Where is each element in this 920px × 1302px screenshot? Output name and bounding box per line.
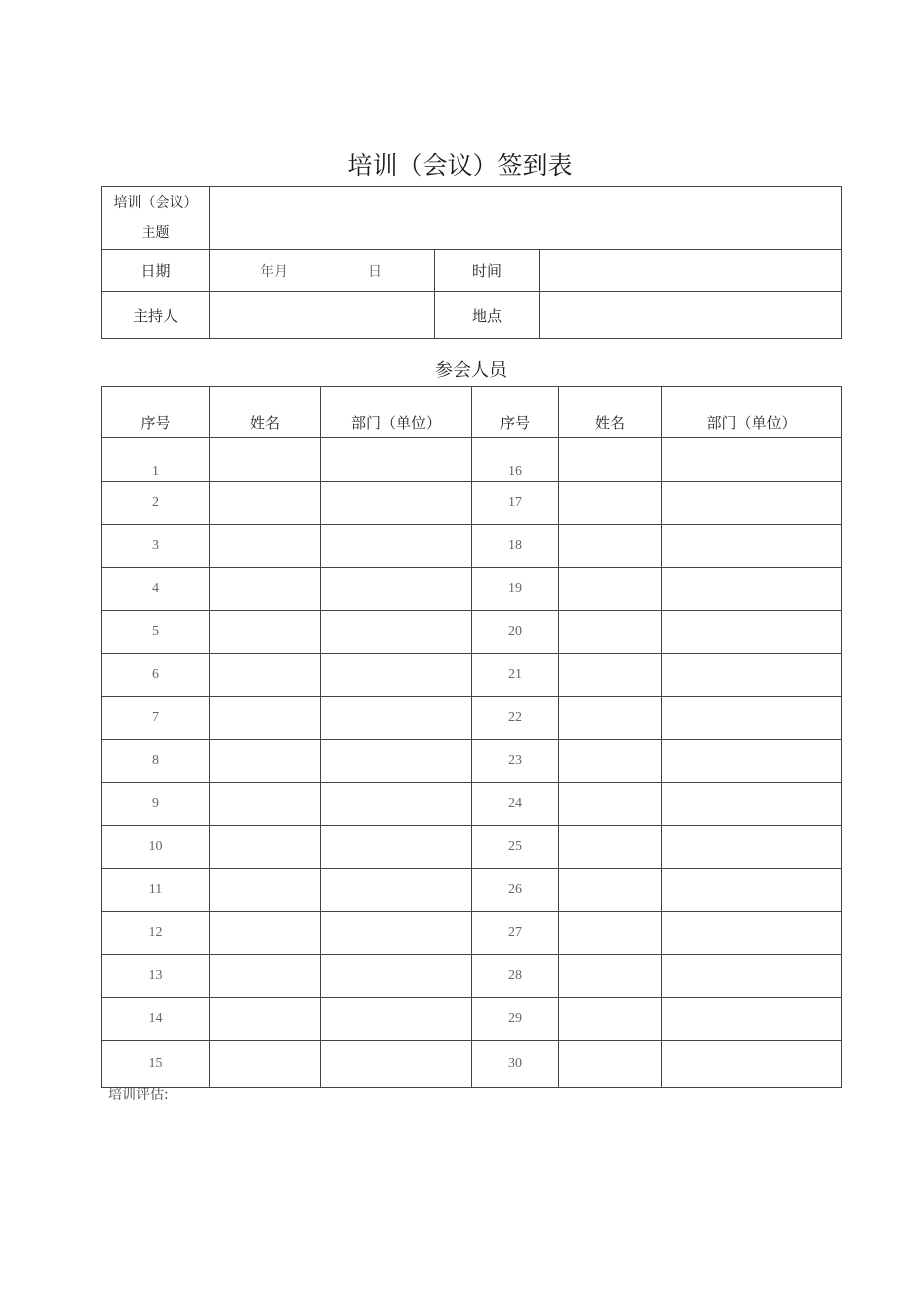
table-row	[102, 525, 842, 568]
meeting-info-table	[101, 186, 842, 339]
name-cell-left[interactable]	[210, 611, 321, 654]
seq-right: 16	[472, 438, 559, 482]
name-cell-left[interactable]	[210, 783, 321, 826]
date-label: 日期	[102, 250, 210, 292]
seq-left: 11	[102, 869, 210, 912]
dept-cell-right[interactable]	[662, 955, 842, 998]
training-evaluation-label: 培训评估:	[108, 1087, 169, 1103]
seq-right: 20	[472, 611, 559, 654]
table-row	[102, 438, 842, 482]
roster-header-row	[102, 387, 842, 438]
table-row	[102, 740, 842, 783]
attendee-roster-table	[101, 386, 842, 1088]
seq-left: 7	[102, 697, 210, 740]
table-row	[102, 568, 842, 611]
table-row	[102, 998, 842, 1041]
dept-cell-right[interactable]	[662, 998, 842, 1041]
attendees-title: 参会人员	[435, 360, 507, 381]
dept-cell-left[interactable]	[321, 912, 472, 955]
location-field[interactable]	[540, 292, 842, 339]
seq-right: 25	[472, 826, 559, 869]
host-field[interactable]	[210, 292, 435, 339]
seq-right: 21	[472, 654, 559, 697]
dept-cell-right[interactable]	[662, 438, 842, 482]
seq-right: 24	[472, 783, 559, 826]
seq-left: 4	[102, 568, 210, 611]
dept-cell-left[interactable]	[321, 740, 472, 783]
name-cell-right[interactable]	[559, 955, 662, 998]
header-name-right: 姓名	[559, 387, 662, 438]
table-row	[102, 611, 842, 654]
seq-left: 15	[102, 1041, 210, 1088]
header-dept-right: 部门（单位）	[662, 387, 842, 438]
subject-label	[102, 187, 210, 250]
seq-left: 3	[102, 525, 210, 568]
header-seq-left: 序号	[102, 387, 210, 438]
name-cell-left[interactable]	[210, 955, 321, 998]
name-cell-left[interactable]	[210, 912, 321, 955]
dept-cell-left[interactable]	[321, 482, 472, 525]
date-day: 日	[368, 263, 382, 280]
name-cell-right[interactable]	[559, 826, 662, 869]
seq-right: 18	[472, 525, 559, 568]
seq-left: 8	[102, 740, 210, 783]
name-cell-right[interactable]	[559, 568, 662, 611]
header-name-left: 姓名	[210, 387, 321, 438]
dept-cell-left[interactable]	[321, 1041, 472, 1088]
header-dept-left: 部门（单位）	[321, 387, 472, 438]
table-row	[102, 1041, 842, 1088]
seq-right: 22	[472, 697, 559, 740]
dept-cell-right[interactable]	[662, 568, 842, 611]
name-cell-right[interactable]	[559, 740, 662, 783]
seq-right: 26	[472, 869, 559, 912]
location-label: 地点	[435, 292, 540, 339]
page-title: 培训（会议）签到表	[347, 151, 573, 180]
table-row	[102, 654, 842, 697]
table-row	[102, 482, 842, 525]
dept-cell-right[interactable]	[662, 783, 842, 826]
table-row	[102, 697, 842, 740]
dept-cell-left[interactable]	[321, 783, 472, 826]
name-cell-left[interactable]	[210, 869, 321, 912]
seq-right: 30	[472, 1041, 559, 1088]
dept-cell-right[interactable]	[662, 611, 842, 654]
name-cell-right[interactable]	[559, 525, 662, 568]
dept-cell-left[interactable]	[321, 826, 472, 869]
name-cell-left[interactable]	[210, 482, 321, 525]
seq-right: 29	[472, 998, 559, 1041]
table-row	[102, 955, 842, 998]
dept-cell-left[interactable]	[321, 998, 472, 1041]
name-cell-left[interactable]	[210, 654, 321, 697]
seq-right: 23	[472, 740, 559, 783]
dept-cell-right[interactable]	[662, 482, 842, 525]
dept-cell-right[interactable]	[662, 826, 842, 869]
dept-cell-right[interactable]	[662, 697, 842, 740]
dept-cell-right[interactable]	[662, 869, 842, 912]
name-cell-right[interactable]	[559, 697, 662, 740]
name-cell-right[interactable]	[559, 1041, 662, 1088]
dept-cell-right[interactable]	[662, 740, 842, 783]
time-label: 时间	[435, 250, 540, 292]
name-cell-right[interactable]	[559, 438, 662, 482]
seq-left: 9	[102, 783, 210, 826]
name-cell-right[interactable]	[559, 482, 662, 525]
seq-right: 27	[472, 912, 559, 955]
seq-right: 17	[472, 482, 559, 525]
name-cell-right[interactable]	[559, 869, 662, 912]
dept-cell-left[interactable]	[321, 869, 472, 912]
dept-cell-left[interactable]	[321, 654, 472, 697]
name-cell-left[interactable]	[210, 740, 321, 783]
name-cell-left[interactable]	[210, 525, 321, 568]
name-cell-right[interactable]	[559, 783, 662, 826]
subject-label-line2: 主题	[141, 225, 170, 241]
dept-cell-right[interactable]	[662, 912, 842, 955]
seq-left: 12	[102, 912, 210, 955]
date-field[interactable]	[210, 250, 435, 292]
dept-cell-left[interactable]	[321, 611, 472, 654]
name-cell-right[interactable]	[559, 654, 662, 697]
host-label: 主持人	[102, 292, 210, 339]
name-cell-left[interactable]	[210, 438, 321, 482]
table-row	[102, 826, 842, 869]
table-row	[102, 869, 842, 912]
subject-field[interactable]	[210, 187, 842, 250]
name-cell-left[interactable]	[210, 697, 321, 740]
seq-right: 28	[472, 955, 559, 998]
table-row	[102, 783, 842, 826]
name-cell-right[interactable]	[559, 611, 662, 654]
seq-left: 5	[102, 611, 210, 654]
dept-cell-right[interactable]	[662, 654, 842, 697]
name-cell-left[interactable]	[210, 826, 321, 869]
seq-left: 6	[102, 654, 210, 697]
name-cell-left[interactable]	[210, 1041, 321, 1088]
table-row	[102, 912, 842, 955]
dept-cell-right[interactable]	[662, 1041, 842, 1088]
subject-label-line1: 培训（会议）	[113, 195, 198, 211]
dept-cell-left[interactable]	[321, 525, 472, 568]
seq-left: 1	[102, 438, 210, 482]
dept-cell-right[interactable]	[662, 525, 842, 568]
name-cell-right[interactable]	[559, 912, 662, 955]
dept-cell-left[interactable]	[321, 955, 472, 998]
seq-left: 14	[102, 998, 210, 1041]
date-year-month: 年月	[260, 263, 288, 280]
name-cell-left[interactable]	[210, 998, 321, 1041]
dept-cell-left[interactable]	[321, 438, 472, 482]
time-field[interactable]	[540, 250, 842, 292]
name-cell-right[interactable]	[559, 998, 662, 1041]
seq-left: 13	[102, 955, 210, 998]
dept-cell-left[interactable]	[321, 697, 472, 740]
name-cell-left[interactable]	[210, 568, 321, 611]
header-seq-right: 序号	[472, 387, 559, 438]
seq-left: 2	[102, 482, 210, 525]
dept-cell-left[interactable]	[321, 568, 472, 611]
seq-left: 10	[102, 826, 210, 869]
seq-right: 19	[472, 568, 559, 611]
